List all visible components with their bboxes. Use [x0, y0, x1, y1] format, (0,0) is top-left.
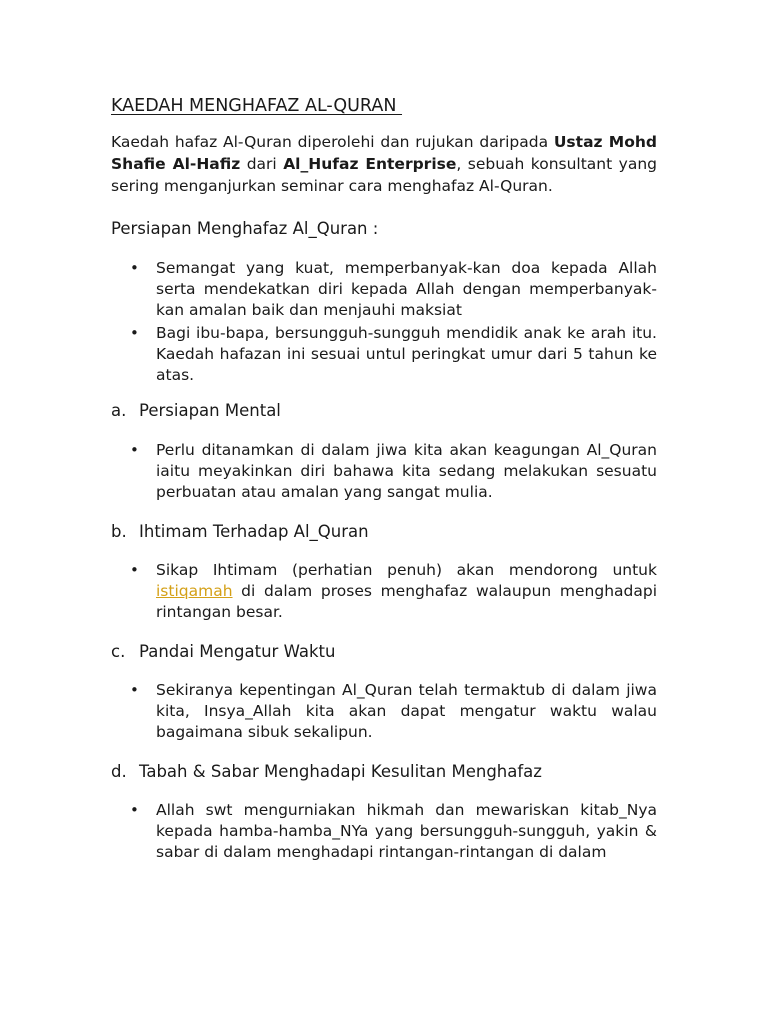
- intro-paragraph: [111, 131, 657, 197]
- section-b-letter: b.: [111, 522, 127, 541]
- intro-text-1: Kaedah hafaz Al-Quran diperolehi dan rujukan daripada: [111, 133, 554, 151]
- intro-bold-author: Ustaz Mohd Shafie Al-Hafiz: [111, 133, 657, 173]
- list-item: [130, 800, 657, 863]
- list-item-text: Semangat yang kuat, memperbanyak-kan doa kepada Allah serta mendekatkan diri kepada Allah dengan memperbanyak-kan amalan baik dan menjauhi maksiat: [156, 259, 657, 319]
- section-a-letter: a.: [111, 401, 127, 420]
- list-item: [130, 323, 657, 386]
- section-c-title: Pandai Mengatur Waktu: [139, 642, 336, 661]
- list-item-text: Perlu ditanamkan di dalam jiwa kita akan keagungan Al_Quran iaitu meyakinkan diri bahawa kita sedang melakukan sesuatu perbuatan atau amalan yang sangat mulia.: [156, 441, 657, 501]
- list-item-text-end: di dalam proses menghafaz walaupun menghadapi rintangan besar.: [156, 582, 657, 621]
- section-d-title: Tabah & Sabar Menghadapi Kesulitan Menghafaz: [139, 762, 542, 781]
- bullet-icon: •: [130, 324, 139, 342]
- section-b-heading: [111, 522, 369, 541]
- bullet-icon: •: [130, 681, 139, 699]
- intro-text-3: , sebuah konsultant yang sering menganjurkan seminar cara menghafaz Al-Quran.: [111, 155, 657, 195]
- section-a-title: Persiapan Mental: [139, 401, 281, 420]
- section-d-letter: d.: [111, 762, 127, 781]
- section-c-list: [130, 680, 657, 745]
- section-d-heading: [111, 762, 542, 781]
- section-b-list: [130, 560, 657, 625]
- istiqamah-link[interactable]: istiqamah: [156, 582, 233, 600]
- intro-text-2: dari: [240, 155, 284, 173]
- intro-bold-company: Al_Hufaz Enterprise: [283, 155, 457, 173]
- section-c-letter: c.: [111, 642, 126, 661]
- section-a-heading: [111, 401, 281, 420]
- list-item-text-start: Sikap Ihtimam (perhatian penuh) akan mendorong untuk: [156, 561, 657, 579]
- page-title: KAEDAH MENGHAFAZ AL-QURAN: [111, 96, 403, 116]
- bullet-icon: •: [130, 561, 139, 579]
- persiapan-heading: Persiapan Menghafaz Al_Quran :: [111, 219, 379, 238]
- list-item: [130, 258, 657, 321]
- section-c-heading: [111, 642, 335, 661]
- list-item: [130, 680, 657, 743]
- list-item-text: Sekiranya kepentingan Al_Quran telah termaktub di dalam jiwa kita, Insya_Allah kita akan dapat mengatur waktu walau bagaimana sibuk sekalipun.: [156, 681, 657, 741]
- section-b-title: Ihtimam Terhadap Al_Quran: [139, 522, 369, 541]
- list-item: [130, 560, 657, 623]
- list-item-text: Allah swt mengurniakan hikmah dan mewariskan kitab_Nya kepada hamba-hamba_NYa yang bersungguh-sungguh, yakin & sabar di dalam menghadapi rintangan-rintangan di dalam: [156, 801, 657, 861]
- bullet-icon: •: [130, 441, 139, 459]
- persiapan-list: [130, 258, 657, 388]
- section-d-list: [130, 800, 657, 865]
- list-item-text: Bagi ibu-bapa, bersungguh-sungguh mendidik anak ke arah itu. Kaedah hafazan ini sesuai untul peringkat umur dari 5 tahun ke atas.: [156, 324, 657, 384]
- section-a-list: [130, 440, 657, 505]
- bullet-icon: •: [130, 801, 139, 819]
- bullet-icon: •: [130, 259, 139, 277]
- list-item: [130, 440, 657, 503]
